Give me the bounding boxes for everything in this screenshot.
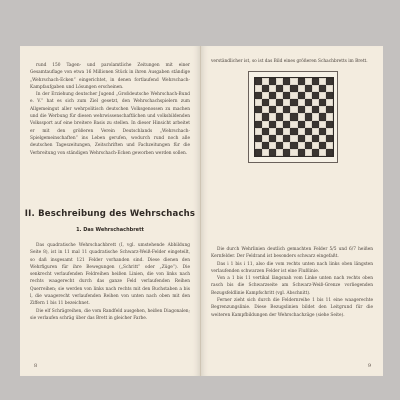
board-square <box>276 142 283 149</box>
board-square <box>276 99 283 106</box>
board-square <box>255 78 262 85</box>
board-square <box>276 121 283 128</box>
board-square <box>269 135 276 142</box>
right-paragraph-4: Ferner zieht sich durch die Feldernreihe 1 bis 11 eine waagerechte Begrenzungslinie. Diese Bezugslinien bildet den Leitgrund für die weiteren Kampfbildungen der Wehrschachzüge (siehe Seite). <box>211 298 373 318</box>
board-square <box>319 99 326 106</box>
board-square <box>283 85 290 92</box>
board-square <box>262 92 269 99</box>
board-square <box>319 113 326 120</box>
board-square <box>283 128 290 135</box>
board-square <box>290 92 297 99</box>
board-square <box>262 106 269 113</box>
board-square <box>319 149 326 156</box>
board-square <box>276 78 283 85</box>
board-square <box>312 113 319 120</box>
board-square <box>298 78 305 85</box>
board-square <box>319 135 326 142</box>
right-paragraph-2: Das i 1 bis i 11, also die vom rechts unten nach links oben längsten verlaufenden schwarzen Felder ist eine Flußlinie. <box>211 261 373 274</box>
board-square <box>290 106 297 113</box>
board-square <box>283 149 290 156</box>
board-square <box>290 149 297 156</box>
right-page-text <box>211 246 373 319</box>
right-page <box>201 46 383 376</box>
subsection-heading: 1. Das Wehrschachbrett <box>76 227 144 233</box>
chessboard-illustration <box>248 71 338 163</box>
left-paragraph-1: rund 150 Tagen- und parolamtliche Zeitungen mit einer Gesamtauflage von etwa 16 Millionen Stück in ihren Ausgaben ständige „Wehrschach-Ecken“ eingerichtet, in denen fortlaufend Wehrschach-Kampfaufgaben und Lösungen erscheinen. <box>30 63 190 90</box>
board-square <box>255 128 262 135</box>
left-paragraph-3: Das quadratische Wehrschachbrett (I, vgl. umstehende Abbildung Seite 8), ist in 11 mal 11 quadratische Schwarz-Weiß-Felder eingeteilt, so daß insgesamt 121 Felder vorhanden sind. Diese dienen den Wehrfiguren für ihre Bewegungen („Schritt“ oder „Züge“). Die senkrecht verlaufenden Feldreihen heißen Linien, die von links nach rechts waagerecht durch das ganze Feld verlaufenden Reihen Querreihen; sie werden von links nach rechts mit den Buchstaben a bis l, die waagerecht verlaufenden Reihen von unten nach oben mit den Ziffern 1 bis 11 bezeichnet. <box>30 243 190 307</box>
board-square <box>326 78 333 85</box>
board-square <box>298 85 305 92</box>
board-square <box>269 92 276 99</box>
section-heading: II. Beschreibung des Wehrschachs <box>24 209 196 219</box>
board-square <box>298 121 305 128</box>
board-square <box>283 106 290 113</box>
board-square <box>255 121 262 128</box>
board-square <box>319 85 326 92</box>
board-square <box>298 92 305 99</box>
board-square <box>326 85 333 92</box>
board-square <box>255 106 262 113</box>
board-square <box>262 99 269 106</box>
board-square <box>269 78 276 85</box>
left-page-text-top <box>30 62 190 157</box>
board-square <box>305 121 312 128</box>
board-square <box>276 135 283 142</box>
board-square <box>305 78 312 85</box>
board-square <box>312 121 319 128</box>
board-square <box>283 135 290 142</box>
board-square <box>312 142 319 149</box>
board-square <box>255 113 262 120</box>
board-square <box>319 142 326 149</box>
board-square <box>255 85 262 92</box>
board-square <box>262 121 269 128</box>
board-square <box>269 113 276 120</box>
board-square <box>319 106 326 113</box>
board-square <box>269 85 276 92</box>
board-square <box>312 128 319 135</box>
board-square <box>276 92 283 99</box>
board-square <box>290 142 297 149</box>
board-square <box>312 106 319 113</box>
board-square <box>269 99 276 106</box>
board-square <box>312 99 319 106</box>
board-square <box>255 92 262 99</box>
board-square <box>290 128 297 135</box>
board-square <box>262 78 269 85</box>
board-square <box>326 149 333 156</box>
board-square <box>319 78 326 85</box>
board-square <box>290 78 297 85</box>
board-square <box>290 135 297 142</box>
board-square <box>276 128 283 135</box>
board-square <box>326 92 333 99</box>
board-square <box>326 142 333 149</box>
board-square <box>269 106 276 113</box>
board-square <box>290 99 297 106</box>
board-square <box>269 121 276 128</box>
board-square <box>298 99 305 106</box>
board-square <box>312 78 319 85</box>
board-square <box>298 135 305 142</box>
board-square <box>269 149 276 156</box>
board-square <box>312 92 319 99</box>
left-page-text-bottom <box>30 242 190 322</box>
board-square <box>312 149 319 156</box>
chessboard-grid <box>254 77 334 157</box>
page-number-left: 8 <box>34 363 38 369</box>
board-square <box>326 106 333 113</box>
board-square <box>262 135 269 142</box>
board-square <box>326 99 333 106</box>
board-square <box>276 113 283 120</box>
board-square <box>269 128 276 135</box>
board-square <box>326 135 333 142</box>
board-square <box>319 128 326 135</box>
board-square <box>298 149 305 156</box>
board-square <box>305 135 312 142</box>
page-number-right: 9 <box>367 363 371 369</box>
left-page <box>20 46 201 376</box>
board-square <box>269 142 276 149</box>
board-square <box>255 149 262 156</box>
board-square <box>255 135 262 142</box>
board-square <box>283 113 290 120</box>
board-square <box>319 121 326 128</box>
board-square <box>305 113 312 120</box>
right-paragraph-3: Von a 1 bis 11 vertikal längsnah vom Linke unten nach rechts oben rasch bis die Schwarzseite am Schwarz-Weiß-Grenze vorliegenden Bezugsfeldlinie Kampfschritt (vgl. Abschnitt). <box>211 276 373 296</box>
board-square <box>298 128 305 135</box>
board-square <box>305 92 312 99</box>
board-square <box>305 128 312 135</box>
board-square <box>326 121 333 128</box>
right-intro-text: verständlicher ist, so ist das Bild eines größeren Schachbretts im Brett. <box>211 59 368 64</box>
board-square <box>255 142 262 149</box>
board-square <box>283 78 290 85</box>
board-square <box>319 92 326 99</box>
board-square <box>283 92 290 99</box>
board-square <box>276 106 283 113</box>
board-square <box>305 85 312 92</box>
board-square <box>326 128 333 135</box>
board-square <box>312 85 319 92</box>
board-square <box>298 142 305 149</box>
board-square <box>262 113 269 120</box>
board-square <box>283 121 290 128</box>
board-square <box>262 149 269 156</box>
right-paragraph-1: Die durch Wehrlinien deutlich gemachten Felder 5/5 und 6/7 heißen Kernfelder. Der Feldrand ist besonders schwarz eingefaßt. <box>211 247 373 260</box>
board-square <box>255 99 262 106</box>
board-square <box>305 99 312 106</box>
board-square <box>262 142 269 149</box>
left-paragraph-2: In der Erziehung deutscher Jugend „Großdeutsche Wehrschach-Bund e. V.“ hat es sich zum Ziel gesetzt, den Wehrschachspielern zum Allgemeingut aller wehrpolitisch deutschen Volksgenossen zu machen und die Werbung für diesen wehrwissenschaftlichen und volksbildenden Volkssport auf eine breitere Basis zu stellen. In dieser Hinsicht arbeitet er mit den größeren Verein Deutschlands „Wehrschach-Spielgemeinschaften“ ins Leben gerufen, wodurch rund noch alle deutschen Tageszeitungen, Zeitschriften und Fachzeitungen für die Verbreitung von ständigen Wehrschach-Ecken geworben werden sollen. <box>30 92 190 156</box>
board-square <box>283 142 290 149</box>
board-square <box>305 142 312 149</box>
board-square <box>283 99 290 106</box>
board-square <box>312 135 319 142</box>
board-square <box>276 149 283 156</box>
board-square <box>262 85 269 92</box>
board-square <box>290 85 297 92</box>
board-square <box>276 85 283 92</box>
board-square <box>262 128 269 135</box>
left-paragraph-4: Die elf Schrägreihen, die vom Randfeld ausgehen, heißen Diagonalen; sie verlaufen schräg über das Brett in gleicher Farbe. <box>30 308 190 321</box>
board-square <box>290 113 297 120</box>
board-square <box>298 106 305 113</box>
board-square <box>290 121 297 128</box>
board-square <box>298 113 305 120</box>
board-square <box>305 149 312 156</box>
board-square <box>326 113 333 120</box>
board-square <box>305 106 312 113</box>
